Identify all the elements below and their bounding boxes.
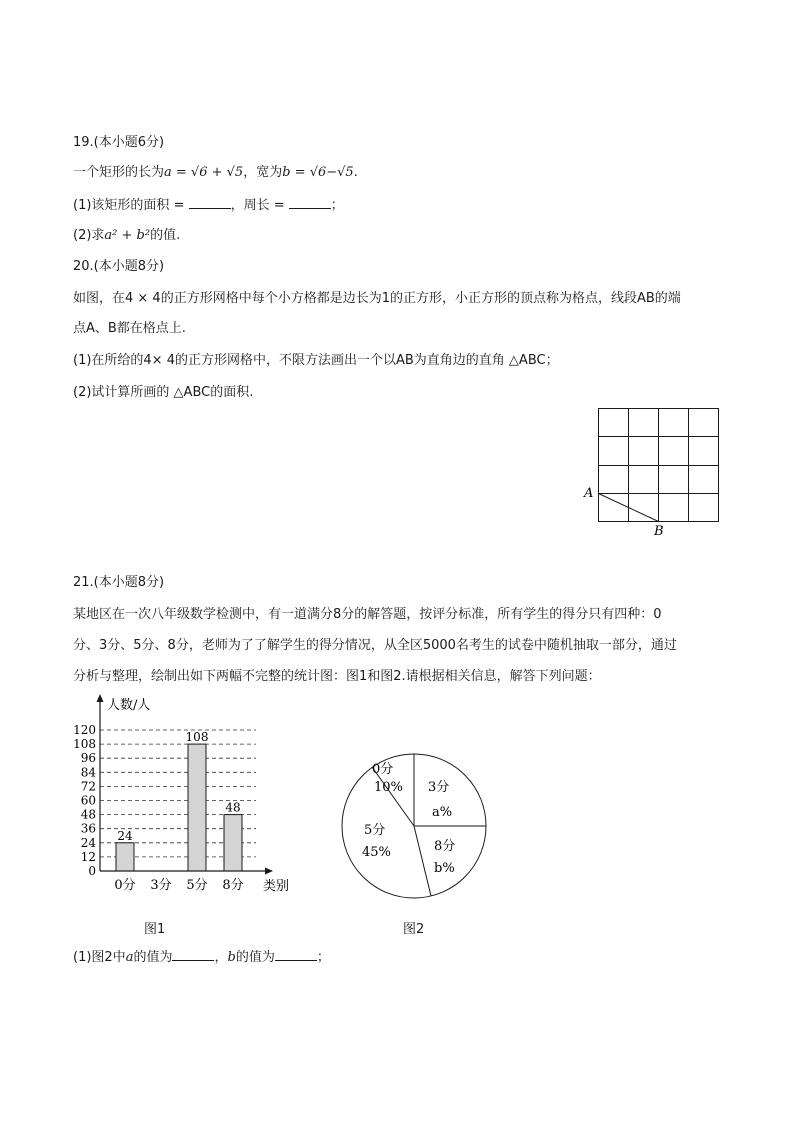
q20-heading: 20.(本小题8分) [73, 259, 165, 274]
y-tick-label: 120 [73, 723, 96, 737]
y-tick-label: 72 [80, 779, 96, 794]
bar-0 [116, 843, 134, 871]
q21-statement-line1: 某地区在一次八年级数学检测中，有一道满分8分的解答题，按评分标准，所有学生的得分只有四种：0 [73, 607, 662, 622]
y-tick-label: 24 [80, 835, 96, 850]
point-b-label: B [654, 524, 664, 539]
x-category-label: 0分 [114, 878, 136, 893]
x-category-label: 3分 [150, 878, 172, 893]
q20-statement-line1: 如图，在4 × 4的正方形网格中每个小方格都是边长为1的正方形，小正方形的顶点称为格点，线段AB的端 [73, 291, 681, 306]
slice-value-5: 45% [362, 845, 391, 860]
q21-statement-line2: 分、3分、5分、8分，老师为了了解学生的得分情况，从全区5000名考生的试卷中随机抽取一部分，通过 [73, 638, 677, 653]
q21-part1: (1)图2中a的值为 ，b的值为 ； [73, 950, 330, 965]
x-axis-title: 类别 [263, 879, 290, 894]
bar-data-label: 48 [225, 800, 241, 815]
q21-heading: 21.(本小题8分) [73, 575, 165, 590]
figure1-caption: 图1 [144, 922, 166, 937]
y-tick-label: 36 [80, 821, 96, 836]
y-tick-label: 60 [80, 793, 96, 808]
answer-blank-perimeter[interactable] [289, 196, 331, 209]
bar-2 [188, 744, 206, 871]
slice-label-8: 8分 [434, 839, 456, 854]
pie-chart [338, 746, 490, 906]
q20-part1: (1)在所给的4× 4的正方形网格中，不限方法画出一个以AB为直角边的直角 △ABC； [73, 353, 559, 368]
slice-value-3: a% [432, 805, 453, 820]
y-tick-label: 108 [73, 737, 96, 752]
y-tick-label: 96 [80, 751, 96, 766]
point-a-label: A [584, 486, 594, 501]
x-category-label: 5分 [186, 878, 208, 893]
y-tick-label: 12 [80, 849, 96, 864]
slice-value-8: b% [434, 861, 455, 876]
answer-blank-a[interactable] [172, 948, 214, 961]
y-tick-label: 0 [88, 864, 96, 878]
q19-statement: 一个矩形的长为a = √6 + √5，宽为b = √6−√5. [73, 165, 358, 180]
q19-expr-b: b = √6−√5. [282, 165, 358, 180]
bar-chart [70, 692, 310, 902]
slice-label-0: 0分 [372, 762, 394, 777]
slice-value-0: 10% [374, 780, 403, 795]
y-tick-label: 84 [80, 765, 96, 780]
bar-data-label: 24 [117, 828, 133, 843]
answer-blank-b[interactable] [275, 948, 317, 961]
q20-grid-figure [580, 402, 730, 542]
q19-heading: 19.(本小题6分) [73, 135, 165, 150]
slice-label-3: 3分 [428, 780, 450, 795]
bar-data-label: 108 [185, 730, 209, 745]
q20-part2: (2)试计算所画的 △ABC的面积. [73, 385, 254, 400]
q19-part1: (1)该矩形的面积 = ，周长 = ； [73, 198, 344, 213]
slice-label-5: 5分 [364, 823, 386, 838]
x-axis-arrow [265, 868, 273, 875]
answer-blank-area[interactable] [189, 196, 231, 209]
q21-statement-line3: 分析与整理，绘制出如下两幅不完整的统计图：图1和图2.请根据相关信息，解答下列问题： [73, 669, 601, 684]
q19-expr-a: a = √6 + √5 [164, 165, 244, 180]
y-axis-title: 人数/人 [107, 698, 151, 713]
y-axis-arrow [97, 694, 104, 702]
figure2-caption: 图2 [403, 922, 425, 937]
y-tick-label: 48 [80, 807, 96, 822]
q20-statement-line2: 点A、B都在格点上. [73, 321, 186, 336]
x-category-label: 8分 [222, 878, 244, 893]
bar-3 [224, 815, 242, 871]
q19-part2: (2)求a² + b²的值. [73, 228, 181, 243]
